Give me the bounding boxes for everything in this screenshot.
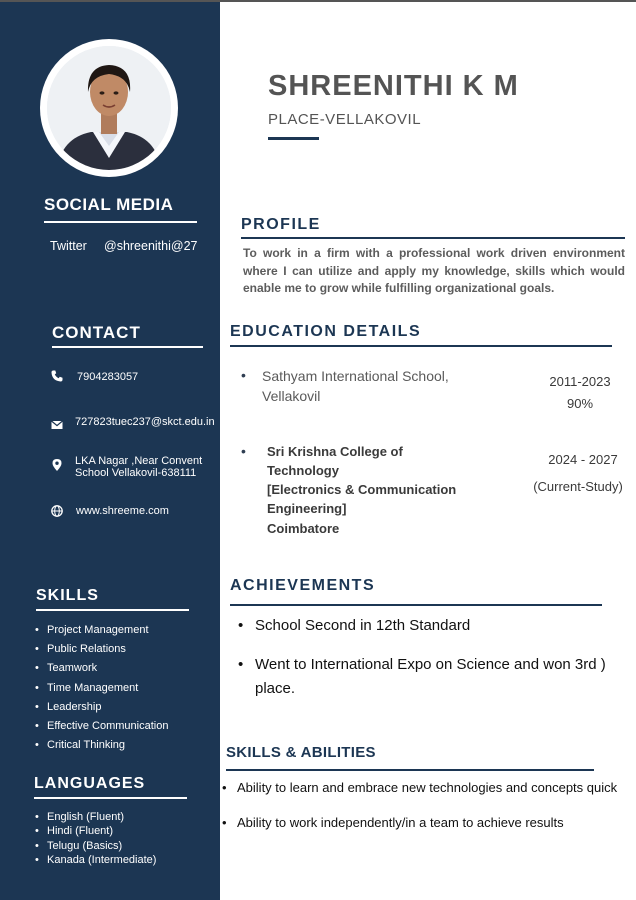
phone-icon <box>50 369 64 383</box>
achievement-item: • School Second in 12th Standard <box>238 616 606 635</box>
candidate-place: PLACE-VELLAKOVIL <box>268 111 422 128</box>
profile-divider <box>241 237 625 239</box>
achievements-divider <box>230 604 602 606</box>
skill-item: • Teamwork <box>35 659 168 678</box>
address-line-2: School Vellakovil-638111 <box>75 467 197 479</box>
social-media-divider <box>44 221 197 223</box>
skill-item: • Critical Thinking <box>35 736 168 755</box>
profile-summary: To work in a firm with a professional work driven environment where I can utilize and apply my knowledge, skills which would enable me to grow while fulfilling organizational goals. <box>243 246 625 296</box>
school-location: Vellakovil <box>262 388 321 404</box>
globe-icon <box>50 504 64 518</box>
college-name-line-1: Sri Krishna College of <box>267 444 403 459</box>
college-name-line-2: Technology <box>267 463 339 478</box>
school-years: 2011-2023 <box>549 374 611 389</box>
ability-item: • Ability to learn and embrace new technologies and concepts quick <box>222 779 617 797</box>
achievements-heading: ACHIEVEMENTS <box>230 577 376 594</box>
skills-heading: SKILLS <box>36 587 99 604</box>
website-link[interactable]: www.shreeme.com <box>76 505 169 517</box>
languages-divider <box>34 797 187 799</box>
profile-photo <box>40 39 178 177</box>
skill-item: • Public Relations <box>35 640 168 659</box>
education-bullet: • <box>241 443 246 459</box>
languages-list <box>35 810 156 867</box>
phone-number: 7904283057 <box>77 371 139 383</box>
skills-list <box>35 621 168 755</box>
skill-item: • Project Management <box>35 621 168 640</box>
address-line-1: LKA Nagar ,Near Convent <box>75 455 203 467</box>
contact-divider <box>52 346 203 348</box>
language-item: • Hindi (Fluent) <box>35 824 156 838</box>
education-divider <box>230 345 612 347</box>
candidate-name: SHREENITHI K M <box>268 70 519 102</box>
college-status: (Current-Study) <box>533 479 623 494</box>
college-department-line-2: Engineering] <box>267 501 347 516</box>
skills-abilities-heading: SKILLS & ABILITIES <box>226 744 376 761</box>
email-icon <box>50 418 64 432</box>
email-link[interactable]: 727823tuec237@skct.edu.in <box>75 416 215 428</box>
social-media-heading: SOCIAL MEDIA <box>44 195 174 214</box>
languages-heading: LANGUAGES <box>34 775 146 792</box>
skills-divider <box>36 609 189 611</box>
contact-heading: CONTACT <box>52 323 141 342</box>
skills-abilities-divider <box>226 769 594 771</box>
college-department-line-1: [Electronics & Communication <box>267 482 457 497</box>
name-underline <box>268 137 319 140</box>
sidebar <box>0 2 220 900</box>
location-icon <box>50 458 64 472</box>
education-heading: EDUCATION DETAILS <box>230 323 422 340</box>
language-item: • Telugu (Basics) <box>35 839 156 853</box>
school-name: Sathyam International School, <box>262 368 449 384</box>
social-handle-link[interactable]: @shreenithi@27 <box>104 239 198 253</box>
abilities-list <box>222 779 617 832</box>
skill-item: • Time Management <box>35 679 168 698</box>
profile-heading: PROFILE <box>241 216 321 233</box>
skill-item: • Effective Communication <box>35 717 168 736</box>
achievements-list <box>238 616 606 698</box>
college-location: Coimbatore <box>267 521 340 536</box>
person-avatar-icon <box>47 46 171 170</box>
language-item: • Kanada (Intermediate) <box>35 853 156 867</box>
social-platform-label: Twitter <box>50 239 87 253</box>
achievement-item: • Went to International Expo on Science and won 3rd ) place. <box>238 655 606 698</box>
ability-item: • Ability to work independently/in a team to achieve results <box>222 814 617 832</box>
skill-item: • Leadership <box>35 698 168 717</box>
education-bullet: • <box>241 367 246 383</box>
school-score: 90% <box>566 396 594 411</box>
language-item: • English (Fluent) <box>35 810 156 824</box>
college-years: 2024 - 2027 <box>548 452 618 467</box>
